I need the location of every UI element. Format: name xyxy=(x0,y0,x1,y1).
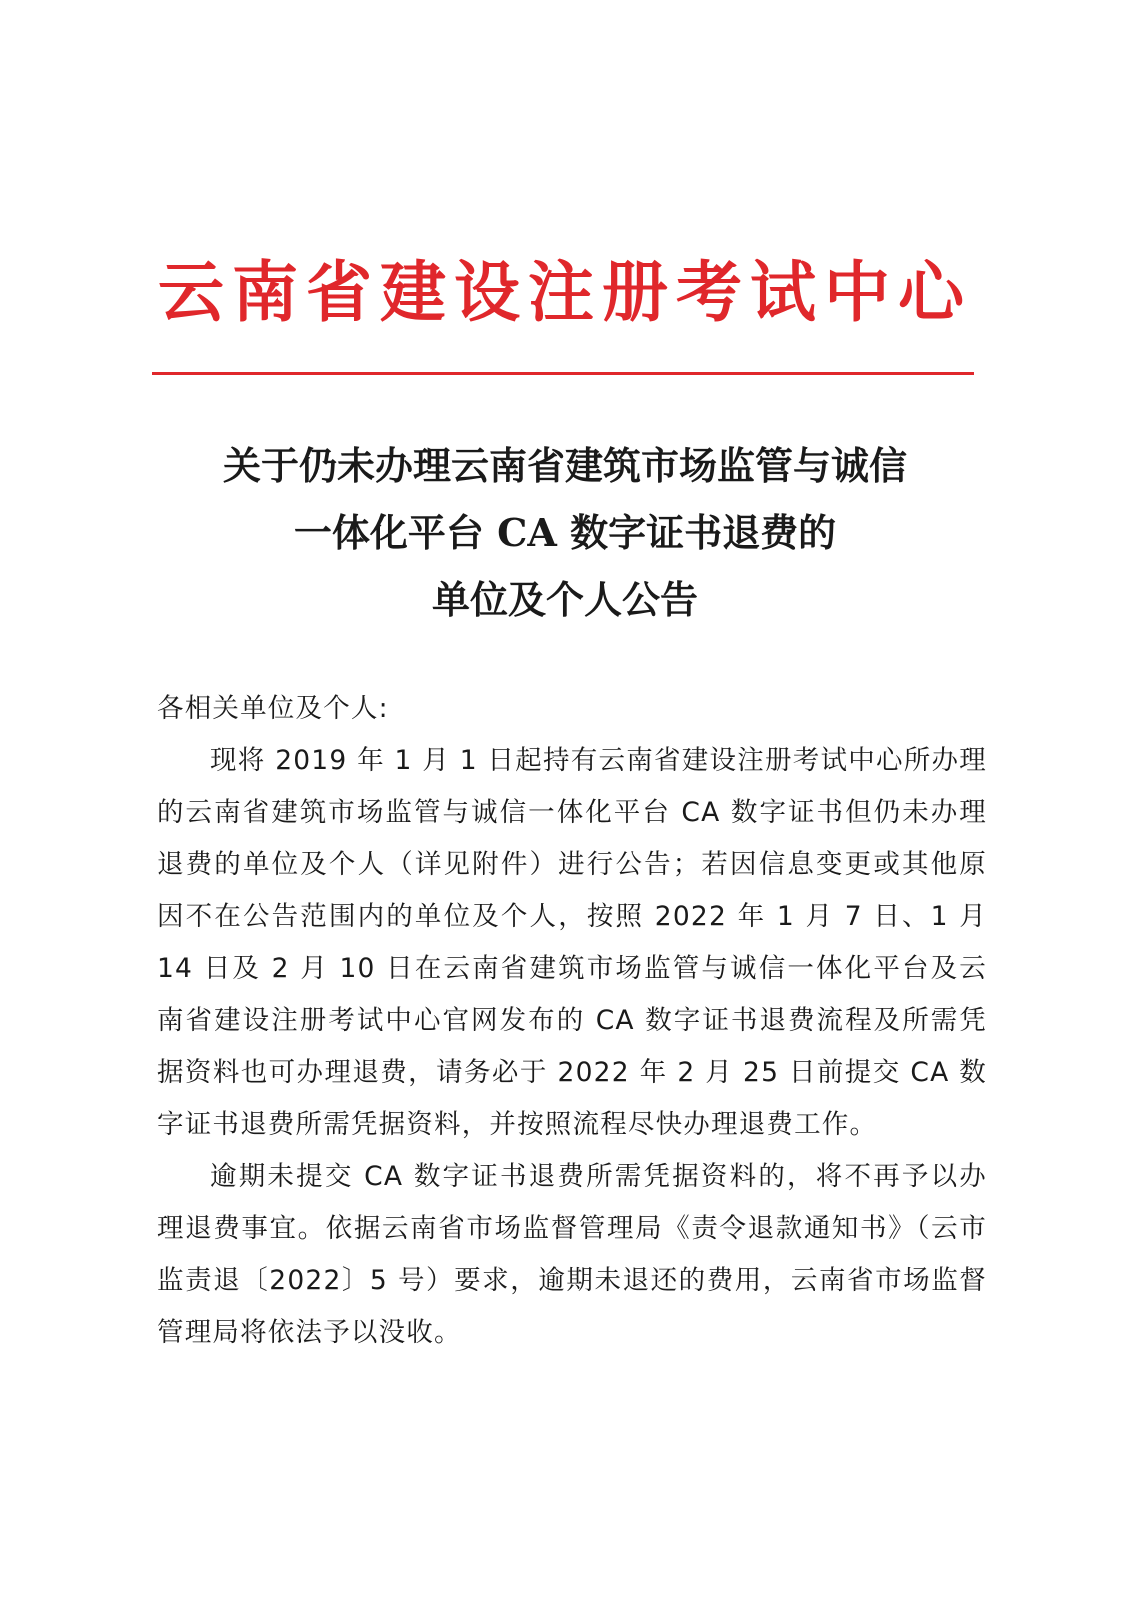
body-paragraph-1: 现将 2019 年 1 月 1 日起持有云南省建设注册考试中心所办理的云南省建筑市场监管与诚信一体化平台 CA 数字证书但仍未办理退费的单位及个人（详见附件）进行公告；若因信息变更或其他原因不在公告范围内的单位及个人，按照 2022 年 1 月 7 日、1 月 14 日及 2 月 10 日在云南省建筑市场监管与诚信一体化平台及云南省建设注册考试中心官网发布的 CA 数字证书退费流程及所需凭据资料也可办理退费，请务必于 2022 年 2 月 25 日前提交 CA 数字证书退费所需凭据资料，并按照流程尽快办理退费工作。 xyxy=(157,745,987,1140)
document-title xyxy=(140,432,990,633)
title-line-2: 一体化平台 CA 数字证书退费的 xyxy=(293,510,837,555)
letterhead-org-name: 云南省建设注册考试中心 xyxy=(158,253,972,331)
letterhead-red-rule xyxy=(152,372,974,375)
body-paragraph-2: 逾期未提交 CA 数字证书退费所需凭据资料的，将不再予以办理退费事宜。依据云南省市场监督管理局《责令退款通知书》（云市监责退〔2022〕5 号）要求，逾期未退还的费用，云南省市场监督管理局将依法予以没收。 xyxy=(157,1161,987,1348)
salutation: 各相关单位及个人: xyxy=(157,693,389,724)
title-line-1: 关于仍未办理云南省建筑市场监管与诚信 xyxy=(222,443,907,488)
title-line-3: 单位及个人公告 xyxy=(431,577,698,622)
document-body xyxy=(157,683,987,1359)
